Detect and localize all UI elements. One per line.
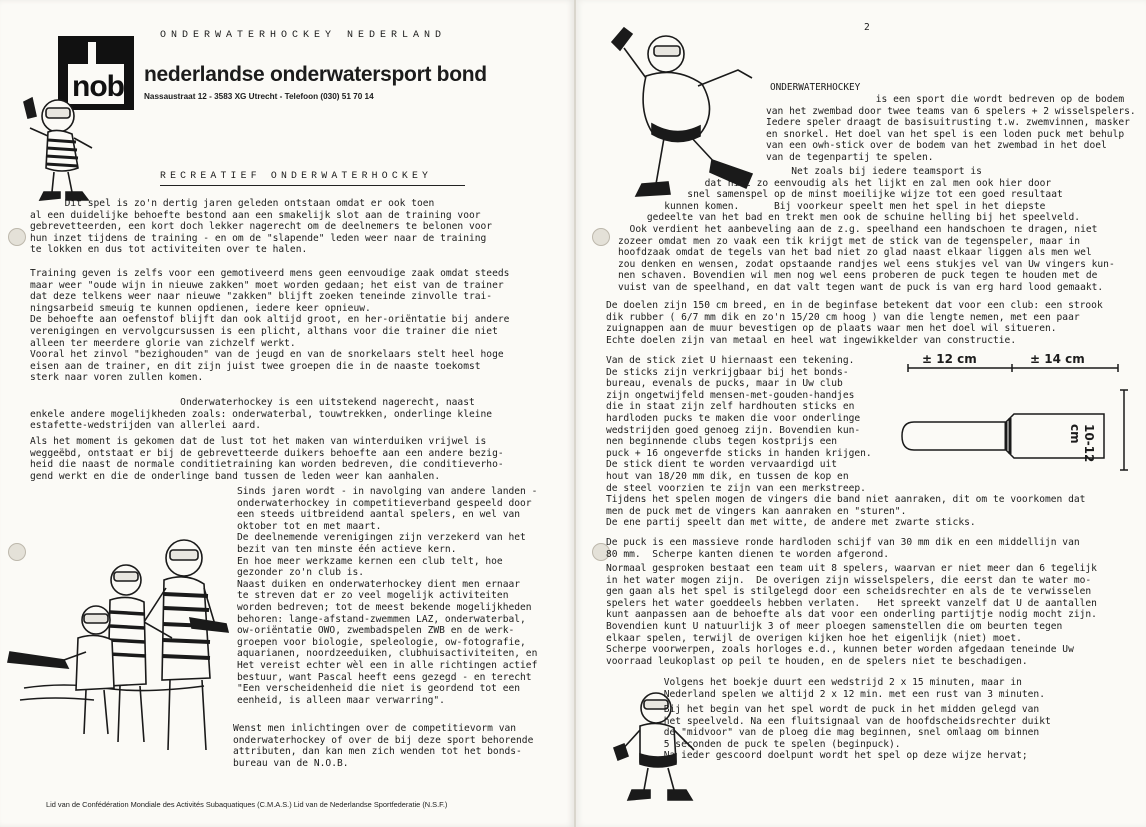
paragraph-winterduiken: Als het moment is gekomen dat de lust tot het maken van winterduiken vrijwel is weggeëbd, ontstaat er bij de gebrevetteerde duikers behoefte aan een andere bezig- heid die naast de normale conditietraining kan worden bedreven, die conditieverho- gend werkt en die de onderlinge band tussen de leden weer kan aanhalen. (30, 436, 504, 482)
paragraph-team: Normaal gesproken bestaat een team uit 8 spelers, waarvan er niet meer dan 6 tegelijk in het water mogen zijn. De overigen zijn wisselspelers, die eerst dan te water mo- gen gaan als het spel is stilgelegd door een scheidsrechter en als de te verwisselen spelers het water goeddeels hebben verlaten. Het spreekt vanzelf dat U de aantallen kunt aanpassen aan de behoefte als dat voor een onderling partijtje nodig mocht zijn. Bovendien kunt U natuurlijk 3 of meer ploegen samenstellen die om beurten tegen elkaar spelen, terwijl de overigen kijken hoe het eigenlijk (niet) moet. Scherpe voorwerpen, zoals horloges e.d., kunnen beter worden afgedaan teneinde Uw voorraad leukoplast op peil te houden, en de spelers niet te beschadigen. (606, 563, 1097, 667)
paragraph-intro: Dit spel is zo'n dertig jaren geleden ontstaan omdat er ook toen al een duidelijke behoefte bestond aan een smakelijk slot aan de training voor gebrevetteerden, een kort doch lekker nagerecht om de deelnemers te belonen voor hun inzet tijdens de training - en om de "slapende" leden weer naar de training te lokken en dus tot activiteiten over te halen. (30, 198, 493, 256)
paragraph-duur: Volgens het boekje duurt een wedstrijd 2 x 15 minuten, maar in Nederland spelen we altijd 2 x 12 min. met een rust van 3 minuten. (663, 677, 1045, 700)
paragraph-puck: De puck is een massieve ronde hardloden schijf van 30 mm dik en een middellijn van 80 mm. Scherpe kanten dienen te worden afgerond. (606, 537, 1080, 560)
section-heading: ONDERWATERHOCKEY (770, 82, 861, 93)
paragraph-nagerecht: Onderwaterhockey is een uitstekend nagerecht, naast enkele andere mogelijkheden zoals: onderwaterbal, touwtrekken, onderlinge kleine estafette-wedstrijden van allerlei aard. (30, 397, 493, 432)
paragraph-doelen: De doelen zijn 150 cm breed, en in de beginfase betekent dat voor een club: een strook dik rubber ( 6/7 mm dik en zo'n 15/20 cm hoog ) van die lengte nemen, met een paar zuignappen aan de muur bevestigen op de plaats waar men het doel wil situeren. Echte doelen zijn van metaal en heel wat ingewikkelder van constructie. (606, 300, 1103, 346)
binder-hole-top (8, 228, 26, 246)
org-header: ONDERWATERHOCKEY NEDERLAND (160, 30, 447, 41)
paragraph-teamsport: Net zoals bij iedere teamsport is dat niet zo eenvoudig als het lijkt en zal men ook hier door snel samenspel op de minst moeilijke wijze tot een goed resultaat kunnen komen. Bij voorkeur speelt men het spel in het diepste gedeelte van het bad en trekt men ook de schuine helling bij het speelveld. Ook verdient het aanbeveling aan de z.g. speelhand een handschoen te dragen, niet zozeer omdat men zo vaak een tik krijgt met de stick van de tegenspeler, maar in hoofdzaak omdat de tegels van het bad niet zo glad naast elkaar liggen als men wel zou denken en wensen, zodat opstaande randjes wel eens stukjes vel van Uw vingers kun- nen schaven. Bovendien wil men nog wel eens proberen de puck tegen te houden met de vuist van de speelhand, en dat valt tegen want de puck is van erg hard lood gemaakt. (618, 166, 1115, 293)
paragraph-begin: Bij het begin van het spel wordt de puck in het midden gelegd van het speelveld. Na een fluitsignaal van de hoofdscheidsrechter duikt de "midvoor" van de ploeg die mag beginnen, snel omlaag om binnen 5 seconden de puck te spelen (beginpuck). Na ieder gescoord doelpunt wordt het spel op deze wijze hervat; (663, 704, 1051, 762)
paragraph-stick-vervolg: Tijdens het spelen mogen de vingers die band niet aanraken, dit om te voorkomen dat men de puck met de vingers kan aanraken en "sturen". De ene partij speelt dan met witte, de andere met zwarte sticks. (606, 494, 1086, 529)
binder-hole-top (592, 228, 610, 246)
dim-label-head: ± 12 cm (922, 352, 977, 366)
article-title: RECREATIEF ONDERWATERHOCKEY (160, 170, 433, 181)
dim-label-height: 10-12 cm (1068, 424, 1096, 463)
stick-drawing (894, 352, 1146, 482)
title-underline (160, 185, 465, 186)
paragraph-stick: Van de stick ziet U hiernaast een tekening. De sticks zijn verkrijgbaar bij het bonds- bureau, evenals de pucks, maar in Uw club zijn ongetwijfeld mensen-met-gouden-handjes die in staat zijn zelf hardhouten sticks en hardloden pucks te maken die voor onderlinge wedstrijden goed genoeg zijn. Bovendien kun- nen beginnende clubs tegen kostprijs een puck + 16 ongeverfde sticks in handen krijgen. De stick dient te worden vervaardigd uit hout van 18/20 mm dik, en tussen de kop en de steel voorzien te zijn van een merkstreep. (606, 355, 872, 494)
address-line: Nassaustraat 12 - 3583 XG Utrecht - Telefoon (030) 51 70 14 (144, 92, 374, 101)
right-page (576, 0, 1146, 827)
brand-name: nederlandse onderwatersport bond (144, 63, 487, 86)
diver-cartoon-illustration (18, 88, 110, 206)
logo-text: nob (72, 70, 124, 103)
paragraph-intro: is een sport die wordt bedreven op de bodem van het zwembad door twee teams van 6 spelers + 2 wisselspelers. Iedere speler draagt de basisuitrusting t.w. zwemvinnen, masker en snorkel. Het doel van het spel is een loden puck met behulp van een owh-stick over de bodem van het zwembad in het doel van de tegenpartij te spelen. (766, 94, 1136, 163)
page-number: 2 (864, 22, 870, 33)
paragraph-inlichtingen: Wenst men inlichtingen over de competitievorm van onderwaterhockey of over de bij deze sport behorende attributen, dan kan men zich wenden tot het bonds- bureau van de N.O.B. (233, 723, 534, 769)
dim-label-handle: ± 14 cm (1030, 352, 1085, 366)
diver-family-illustration (4, 528, 232, 764)
page-footer: Lid van de Confédération Mondiale des Activités Subaquatiques (C.M.A.S.) Lid van de Nederlandse Sportfederatie (N.S.F.) (46, 800, 448, 809)
paragraph-competitie: Sinds jaren wordt - in navolging van andere landen - onderwaterhockey in competitieverband gespeeld door een steeds uitbreidend aantal spelers, en wel van oktober tot en met maart. De deelnemende verenigingen zijn verzekerd van het bezit van ten minste één actieve kern. En hoe meer werkzame kernen een club telt, hoe gezonder zo'n club is. Naast duiken en onderwaterhockey dient men ernaar te streven dat er zo veel mogelijk activiteiten worden bedreven; tot de meest bekende mogelijkheden behoren: lange-afstand-zwemmen LAZ, onderwaterbal, ow-oriëntatie OWO, zwembadspelen ZWB en de werk- groepen voor biologie, speleologie, ow-fotografie, aquarianen, noordzeeduiken, clubhuisactiviteiten, en Het vereist echter wèl een in alle richtingen actief bestuur, want Pascal heeft eens gezegd - en terecht "Een verscheidenheid die niet is geordend tot een eenheid, is alleen maar verwarring". (237, 486, 538, 706)
paragraph-training: Training geven is zelfs voor een gemotiveerd mens geen eenvoudige zaak omdat steeds maar weer "oude wijn in nieuwe zakken" moet worden gedaan; het eist van de trainer dat deze telkens weer naar nieuwe "zakken" blijft zoeken teneinde zinvolle trai- ningsarbeid smeuig te kunnen opdienen, iedere keer opnieuw. De behoefte aan oefenstof blijft dan ook altijd groot, en her-oriëntatie bij andere verenigingen en vervolgcursussen is een plicht, althans voor die trainer die niet alleen ter meerdere glorie van zichzelf werkt. Vooral het zinvol "bezighouden" van de jeugd en van de snorkelaars stelt heel hoge eisen aan de trainer, en dit zijn juist twee groepen die in de naaste toekomst sterk naar voren zullen komen. (30, 268, 510, 384)
